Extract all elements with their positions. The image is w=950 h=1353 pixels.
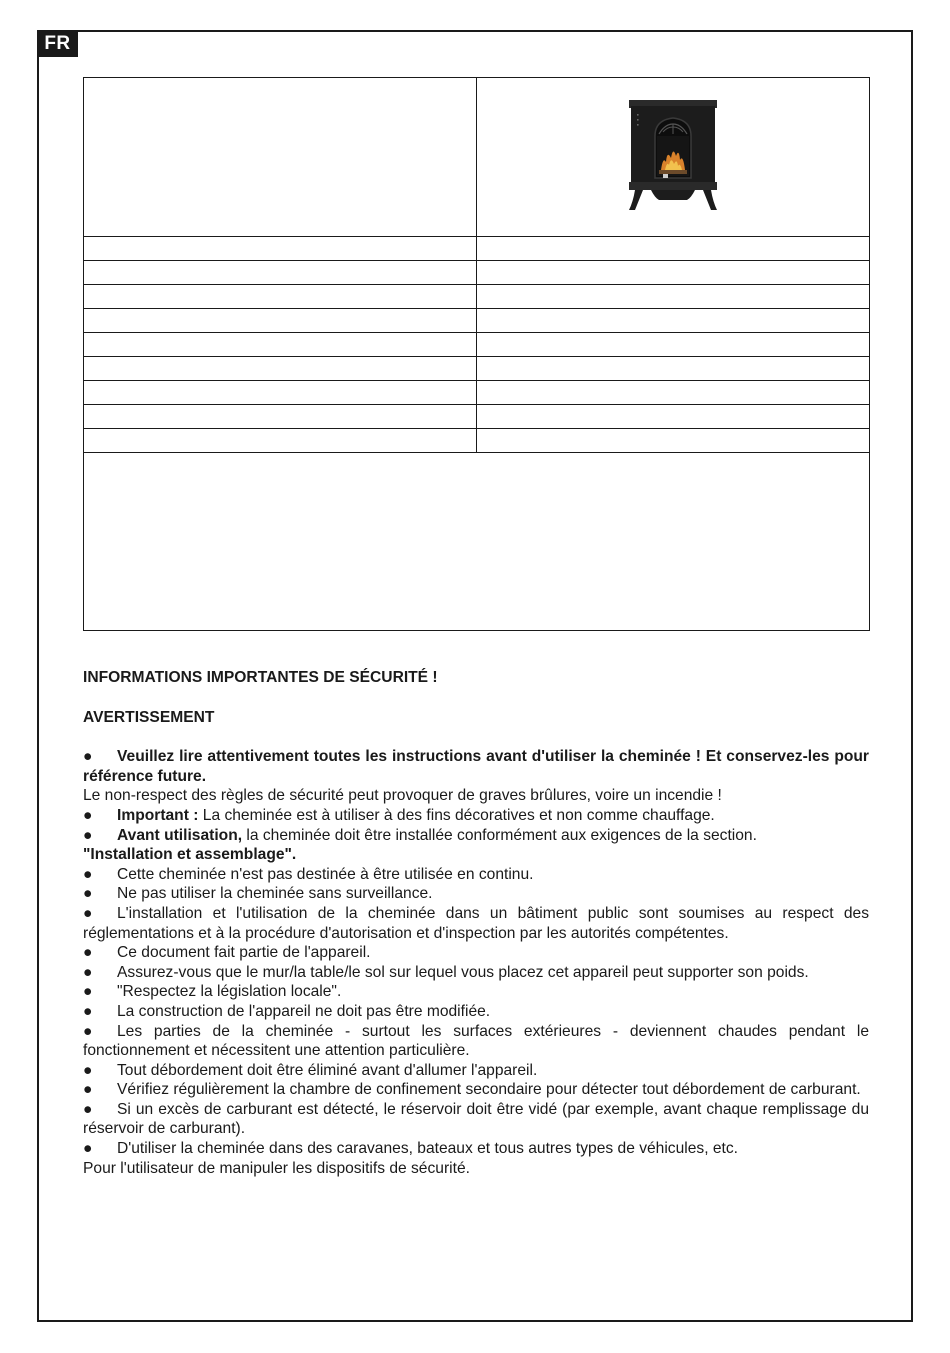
intro-text: Le non-respect des règles de sécurité peut provoquer de graves brûlures, voire un incendie ! [83,787,722,805]
list-item-text: Cette cheminée n'est pas destinée à être utilisée en continu. [117,865,534,883]
important-item [83,806,869,826]
list-item [83,1100,869,1139]
bullet-icon: ● [83,826,93,844]
spec-row-value [477,357,870,381]
list-item [83,943,869,963]
spec-row-value [477,261,870,285]
list-item [83,1139,869,1159]
bullet-icon: ● [83,806,93,824]
spec-row-label [84,237,477,261]
spec-row-label [84,261,477,285]
list-item [83,1061,869,1081]
list-item [83,904,869,943]
list-item-text: Tout débordement doit être éliminé avant d'allumer l'appareil. [117,1061,538,1079]
bullet-icon: ● [83,963,93,981]
spec-row-value [477,237,870,261]
bullet-icon: ● [83,904,93,922]
list-item-text: L'installation et l'utilisation de la cheminée dans un bâtiment public sont soumises au respect des réglementations et à la procédure d'autorisation et d'inspection par les autorités compétentes. [83,904,869,942]
spec-row-label [84,357,477,381]
bullet-icon: ● [83,1140,93,1158]
spec-row-value [477,309,870,333]
bullet-icon: ● [83,1022,93,1040]
spec-row-label [84,429,477,453]
bullet-icon: ● [83,1081,93,1099]
safety-title: INFORMATIONS IMPORTANTES DE SÉCURITÉ ! [83,669,438,686]
bullet-icon: ● [83,1002,93,1020]
list-item-text: D'utiliser la cheminée dans des caravanes, bateaux et tous autres types de véhicules, etc. [117,1140,739,1158]
list-item-text: Si un excès de carburant est détecté, le réservoir doit être vidé (par exemple, avant chaque remplissage du réservoir de carburant). [83,1100,869,1138]
list-item [83,884,869,904]
warning-heading: AVERTISSEMENT [83,708,215,726]
spec-row-value [477,333,870,357]
list-item-text: Assurez-vous que le mur/la table/le sol sur lequel vous placez cet appareil peut supporter son poids. [117,963,809,981]
safety-section [83,668,869,1178]
spec-notes-cell [84,453,870,631]
avant-item [83,826,869,846]
list-item [83,865,869,885]
intro-bold-text: Veuillez lire attentivement toutes les instructions avant d'utiliser la cheminée ! Et conservez-les pour référence future. [83,748,869,785]
list-item-text: Les parties de la cheminée - surtout les surfaces extérieures - deviennent chaudes pendant le fonctionnement et nécessitent une attention particulière. [83,1022,869,1060]
product-image-cell [477,78,870,237]
spec-row-label [84,381,477,405]
avant-text: la cheminée doit être installée conformément aux exigences de la section. [242,826,757,844]
list-item-text: Vérifiez régulièrement la chambre de confinement secondaire pour détecter tout débordement de carburant. [117,1081,861,1099]
spec-row-value [477,429,870,453]
spec-row-label [84,309,477,333]
bullet-icon: ● [83,1061,93,1079]
spec-row-value [477,285,870,309]
list-item-text: Ne pas utiliser la cheminée sans surveillance. [117,885,433,903]
spec-row-value [477,381,870,405]
important-text: La cheminée est à utiliser à des fins décoratives et non comme chauffage. [198,806,715,824]
list-item [83,1022,869,1061]
list-item-text: La construction de l'appareil ne doit pas être modifiée. [117,1002,491,1020]
list-item [83,982,869,1002]
avant-label: Avant utilisation, [117,826,243,844]
list-item-text: Ce document fait partie de l'appareil. [117,944,371,962]
spec-row-label [84,405,477,429]
installation-reference: "Installation et assemblage". [83,846,297,864]
bullet-icon: ● [83,748,93,766]
list-item [83,1080,869,1100]
closing-text: Pour l'utilisateur de manipuler les dispositifs de sécurité. [83,1159,470,1177]
spec-row-label [84,285,477,309]
bullet-icon: ● [83,944,93,962]
important-label: Important : [117,806,199,824]
bullet-icon: ● [83,1100,93,1118]
language-badge: FR [37,31,78,57]
spec-table [83,77,870,631]
bullet-icon: ● [83,983,93,1001]
bullet-icon: ● [83,885,93,903]
bullet-icon: ● [83,865,93,883]
spec-row-label [84,333,477,357]
intro-bold-item [83,747,869,786]
list-item-text: "Respectez la législation locale". [117,983,342,1001]
list-item [83,1002,869,1022]
list-item [83,963,869,983]
spec-header-left-cell [84,78,477,237]
spec-row-value [477,405,870,429]
stove-fireplace-image [625,98,721,214]
